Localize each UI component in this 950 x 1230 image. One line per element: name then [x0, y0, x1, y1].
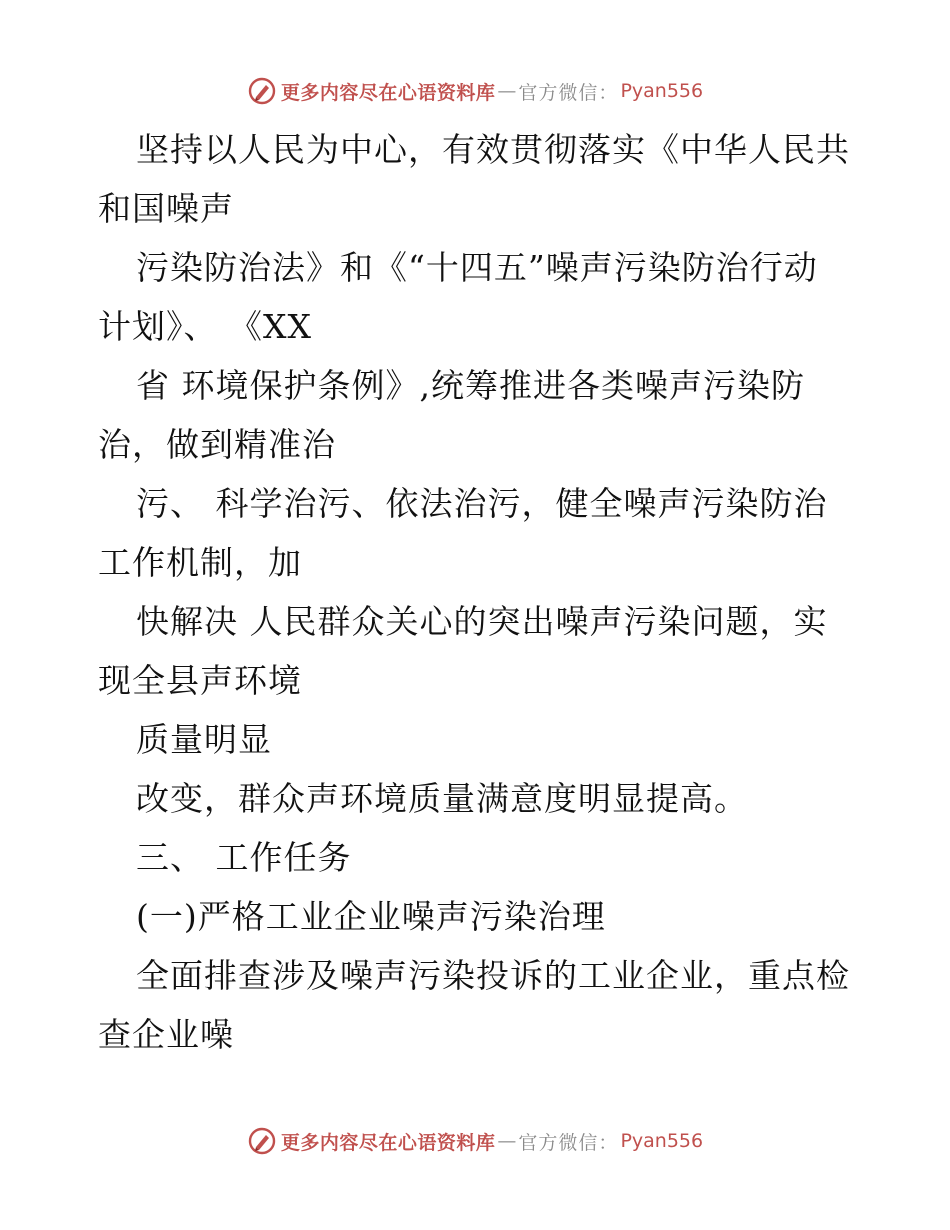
paragraph-line: 污、 科学治污、依法治污，健全噪声污染防治 [136, 484, 828, 523]
section-heading: 三、 工作任务 [136, 838, 352, 877]
paragraph-line: 污染防治法》和《“十四五”噪声污染防治行动 [136, 248, 818, 287]
document-body [98, 120, 858, 1064]
paragraph-line: 改变，群众声环境质量满意度明显提高。 [136, 779, 748, 818]
paragraph-line: 查企业噪 [98, 1015, 234, 1054]
watermark-sub-text: 官方微信： [518, 81, 619, 104]
paragraph-line: 质量明显 [136, 720, 272, 759]
watermark-sub-text: 官方微信： [518, 1131, 619, 1154]
paragraph-line: 计划》、 《XX [98, 307, 312, 346]
paragraph-line: 和国噪声 [98, 189, 234, 228]
watermark-main-text: 更多内容尽在心语资料库 [280, 1131, 496, 1154]
watermark-wechat-id: Pyan556 [620, 80, 704, 102]
paragraph-line: 全面排查涉及噪声污染投诉的工业企业，重点检 [136, 956, 850, 995]
subsection-heading: (一)严格工业企业噪声污染治理 [136, 897, 606, 936]
pen-logo-icon [247, 1126, 277, 1156]
pen-logo-icon [247, 76, 277, 106]
footer-watermark [0, 1121, 950, 1161]
watermark-wechat-id: Pyan556 [620, 1130, 704, 1152]
paragraph-line: 省 环境保护条例》,统筹推进各类噪声污染防 [136, 366, 805, 405]
paragraph-line: 坚持以人民为中心，有效贯彻落实《中华人民共 [136, 130, 850, 169]
watermark-dash: — [497, 80, 517, 102]
paragraph-line: 工作机制，加 [98, 543, 302, 582]
paragraph-line: 治，做到精准治 [98, 425, 336, 464]
watermark-dash: — [497, 1130, 517, 1152]
header-watermark [0, 71, 950, 111]
paragraph-line: 快解决 人民群众关心的突出噪声污染问题，实 [136, 602, 828, 641]
paragraph-line: 现全县声环境 [98, 661, 302, 700]
watermark-main-text: 更多内容尽在心语资料库 [280, 81, 496, 104]
